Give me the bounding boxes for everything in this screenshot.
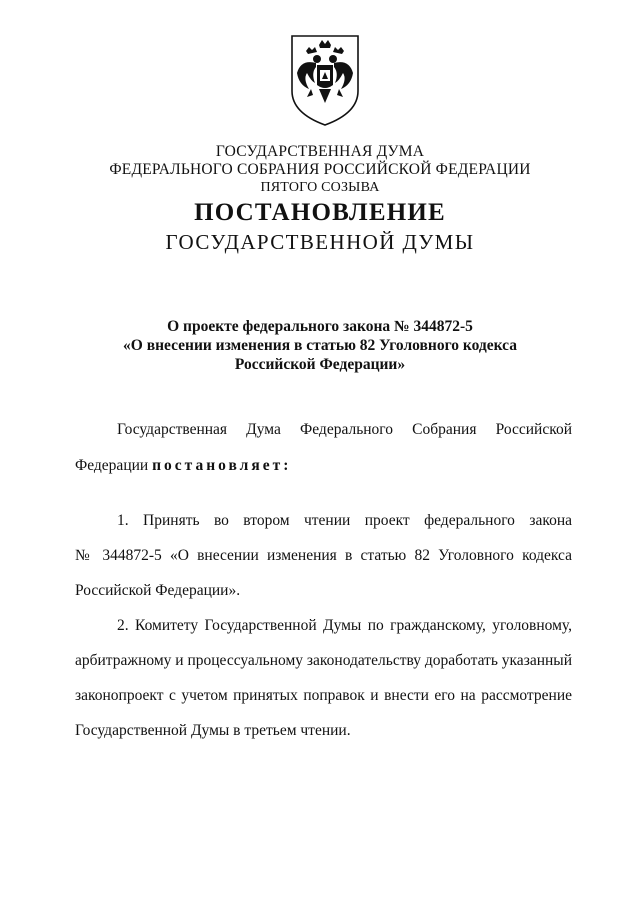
subject-line-3: Российской Федерации» — [234, 356, 406, 373]
header-line-2: ФЕДЕРАЛЬНОГО СОБРАНИЯ РОССИЙСКОЙ ФЕДЕРАЦИИ — [109, 161, 531, 178]
subject-line-2: «О внесении изменения в статью 82 Уголовного кодекса — [123, 337, 517, 354]
preamble-line-1: Государственная Дума Федерального Собрания Российской — [117, 421, 572, 438]
preamble-verb: постановляет: — [152, 457, 292, 474]
point2-line-1: 2. Комитету Государственной Думы по гражданскому, уголовному, — [117, 617, 572, 634]
point2-line-3: законопроект с учетом принятых поправок и внести его на рассмотрение — [75, 687, 572, 704]
point1-line-3: Российской Федерации». — [75, 582, 241, 599]
header-line-3: ПЯТОГО СОЗЫВА — [260, 180, 380, 195]
document-title: ПОСТАНОВЛЕНИЕ — [194, 199, 446, 226]
point2-line-2: арбитражному и процессуальному законодательству доработать указанный — [75, 652, 572, 669]
document-subtitle: ГОСУДАРСТВЕННОЙ ДУМЫ — [165, 230, 475, 254]
point1-line-2: № 344872-5 «О внесении изменения в статью 82 Уголовного кодекса — [75, 547, 572, 564]
preamble-line-2 — [75, 456, 572, 475]
header-line-1: ГОСУДАРСТВЕННАЯ ДУМА — [215, 143, 425, 160]
point1-line-1: 1. Принять во втором чтении проект федерального закона — [117, 512, 572, 529]
preamble-line-2-start: Федерации — [75, 457, 153, 474]
subject-line-1: О проекте федерального закона № 344872-5 — [167, 318, 473, 335]
point2-line-4: Государственной Думы в третьем чтении. — [75, 722, 351, 739]
coat-of-arms-icon — [289, 33, 361, 127]
